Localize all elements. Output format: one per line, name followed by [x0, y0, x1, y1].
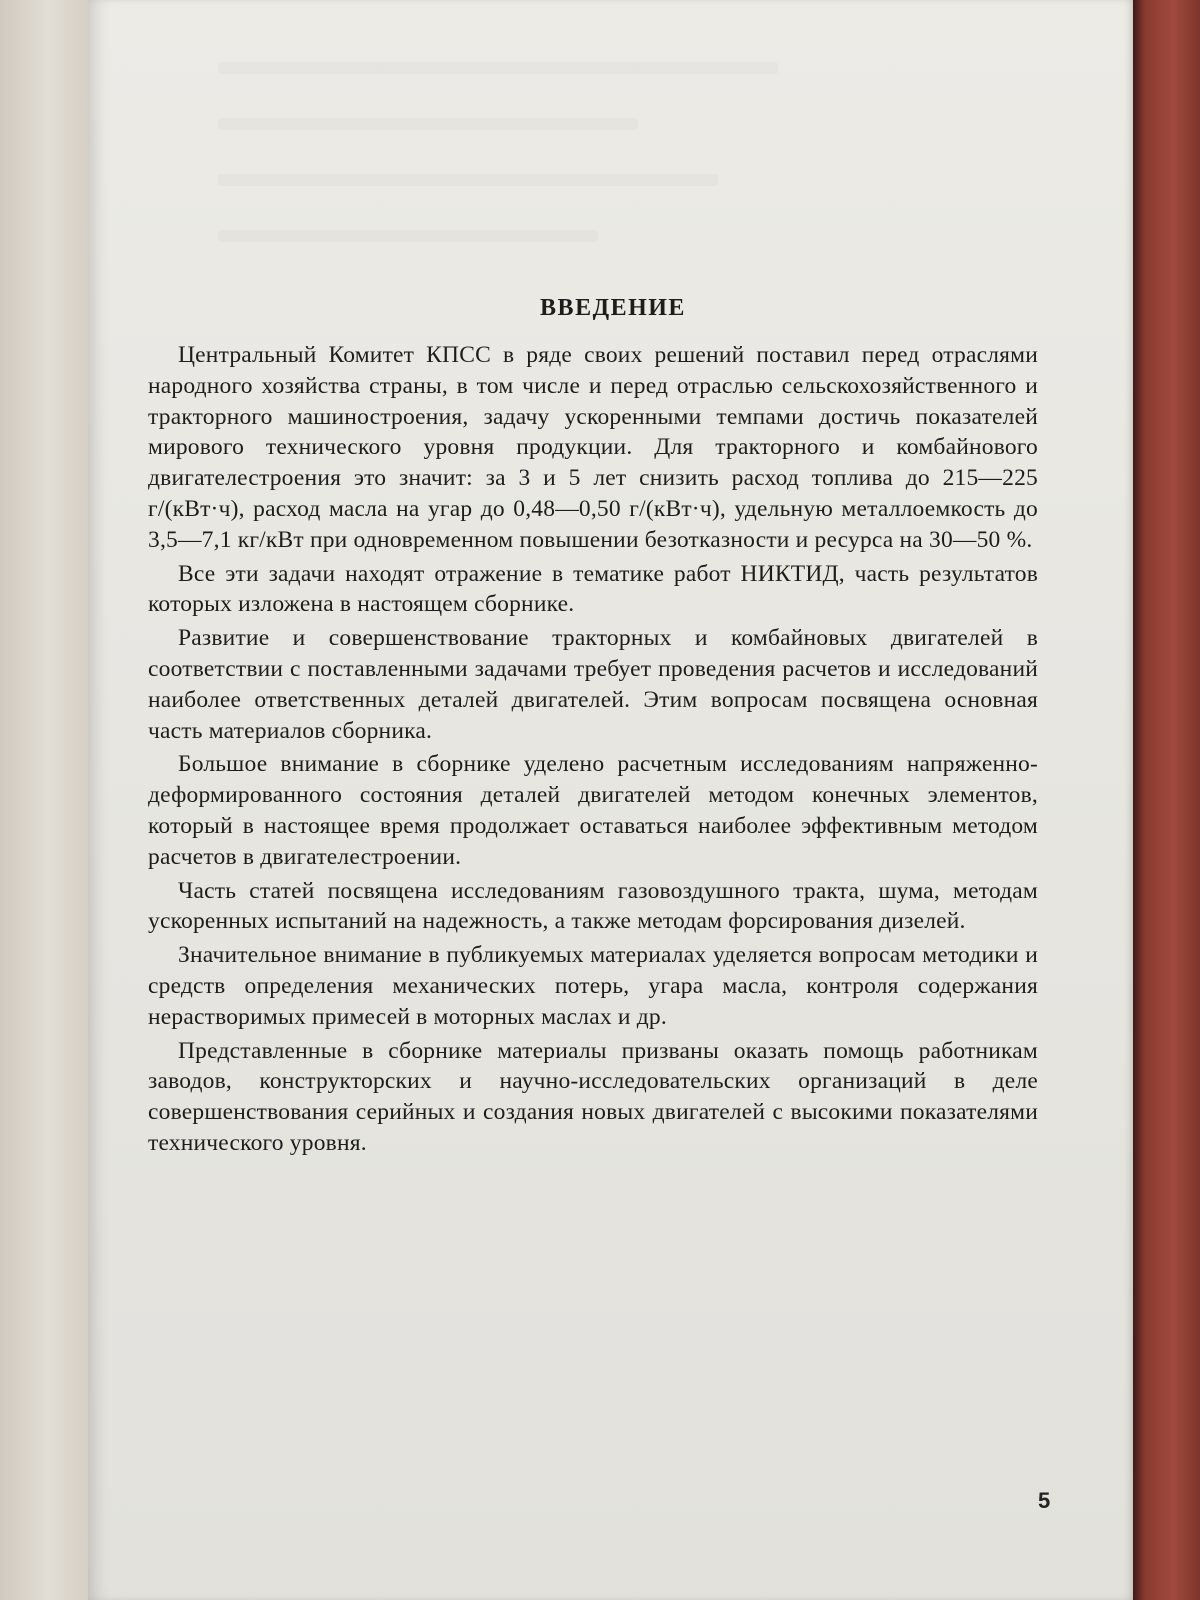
- show-through-text: [218, 62, 778, 74]
- paragraph: Большое внимание в сборнике уделено расчетным исследованиям напряженно-деформированного состояния деталей двигателей методом конечных элементов, который в настоящее время продолжает оставаться наиболее эффективным методом расчетов в двигателестроении.: [148, 751, 1038, 870]
- paragraph: Развитие и совершенствование тракторных и комбайновых двигателей в соответствии с поставленными задачами требует проведения расчетов и исследований наиболее ответственных деталей двигателей. Этим вопросам посвящена основная часть материалов сборника.: [148, 625, 1038, 744]
- show-through-text: [218, 118, 638, 130]
- show-through-text: [218, 230, 598, 242]
- paragraph: Все эти задачи находят отражение в тематике работ НИКТИД, часть результатов которых изложена в настоящем сборнике.: [148, 560, 1038, 618]
- paragraph: Часть статей посвящена исследованиям газовоздушного тракта, шума, методам ускоренных испытаний на надежность, а также методам форсирования дизелей.: [148, 877, 1038, 935]
- book-spine-gutter: [0, 0, 90, 1600]
- page-title: ВВЕДЕНИЕ: [540, 295, 686, 321]
- show-through-text: [218, 174, 718, 186]
- paragraph: Представленные в сборнике материалы призваны оказать помощь работникам заводов, конструкторских и научно-исследовательских организаций в деле совершенствования серийных и создания новых двигателей с высокими показателями технического уровня.: [148, 1037, 1038, 1156]
- page-number: 5: [1038, 1488, 1051, 1513]
- paragraph: Значительное внимание в публикуемых материалах уделяется вопросам методики и средств определения механических потерь, угара масла, контроля содержания нерастворимых примесей в моторных маслах и др.: [148, 942, 1038, 1030]
- book-cover-edge: [1133, 0, 1200, 1600]
- paragraph: Центральный Комитет КПСС в ряде своих решений поставил перед отраслями народного хозяйства страны, в том числе и перед отраслью сельскохозяйственного и тракторного машиностроения, задачу ускоренными темпами достичь показателей мирового технического уровня продукции. Для тракторного и комбайнового двигателестроения это значит: за 3 и 5 лет снизить расход топлива до 215—225 г/(кВт·ч), расход масла на угар до 0,48—0,50 г/(кВт·ч), удельную металлоемкость до 3,5—7,1 кг/кВт при одновременном повышении безотказности и ресурса на 30—50 %.: [148, 342, 1038, 553]
- page-content: [148, 295, 1038, 1162]
